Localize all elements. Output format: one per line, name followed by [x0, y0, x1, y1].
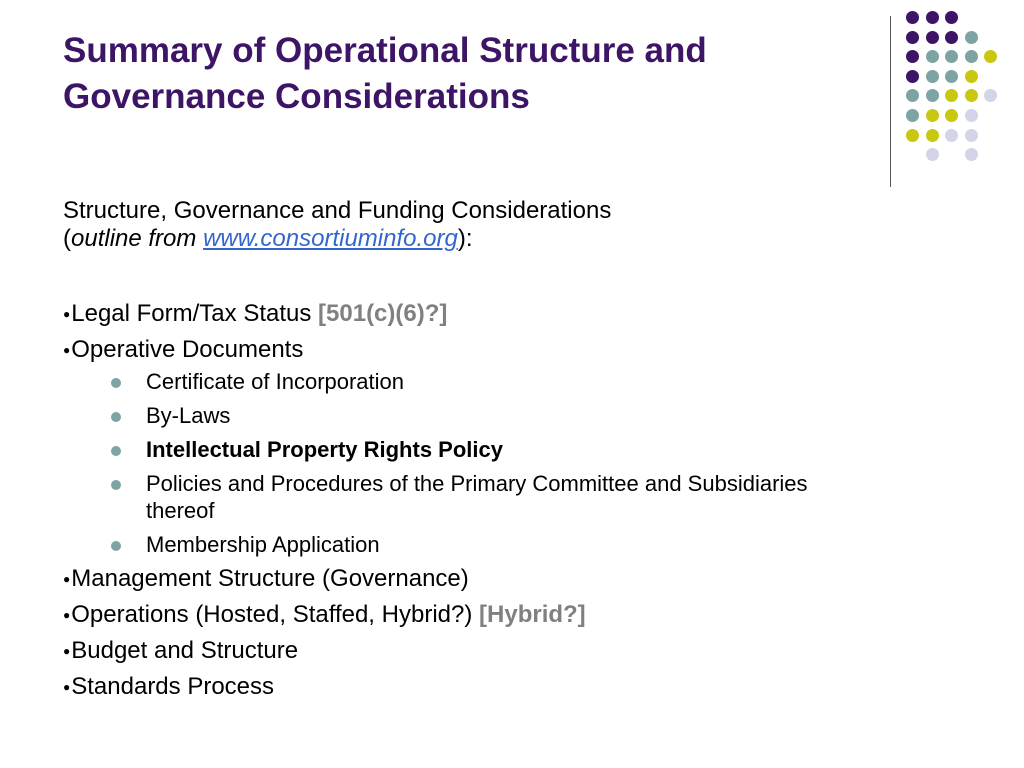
- decorative-dot: [945, 89, 958, 102]
- bullet-icon: ●: [63, 644, 71, 658]
- item-text: Budget and Structure: [71, 637, 299, 664]
- sub-item-membership: [107, 531, 883, 558]
- open-paren: (: [63, 225, 71, 252]
- decorative-dot: [926, 89, 939, 102]
- decorative-dot: [965, 89, 978, 102]
- sub-bullet-icon: [111, 378, 121, 388]
- decorative-dot: [926, 31, 939, 44]
- intro-source-line: [63, 225, 611, 253]
- decorative-dot: [945, 11, 958, 24]
- decorative-dot: [906, 109, 919, 122]
- item-text: Legal Form/Tax Status: [71, 300, 319, 327]
- decorative-dot: [945, 31, 958, 44]
- sub-item-text: Membership Application: [146, 532, 380, 557]
- sub-item-policies-procedures: [107, 470, 866, 524]
- sub-item-text: Policies and Procedures of the Primary Committee and Subsidiaries thereof: [146, 471, 808, 523]
- decorative-dot: [906, 70, 919, 83]
- sub-item-certificate: [107, 368, 883, 395]
- bullet-list: [63, 296, 883, 705]
- list-item-legal-form: [63, 296, 883, 332]
- bullet-icon: ●: [63, 307, 71, 321]
- list-item-operative-documents: [63, 332, 883, 368]
- vertical-divider: [890, 16, 891, 187]
- list-item-standards: [63, 669, 883, 705]
- decorative-dot: [926, 109, 939, 122]
- outline-from-label: outline from: [71, 225, 204, 252]
- item-note: [Hybrid?]: [479, 601, 586, 628]
- decorative-dot: [965, 109, 978, 122]
- decorative-dot: [906, 89, 919, 102]
- sub-item-text: Certificate of Incorporation: [146, 369, 405, 394]
- decorative-dot: [926, 11, 939, 24]
- decorative-dot: [984, 50, 997, 63]
- decorative-dot: [945, 129, 958, 142]
- list-item-operations: [63, 597, 883, 633]
- decorative-dot: [965, 129, 978, 142]
- decorative-dot: [965, 31, 978, 44]
- intro-line: Structure, Governance and Funding Considerations: [63, 197, 612, 224]
- decorative-dot: [906, 129, 919, 142]
- sub-bullet-icon: [111, 541, 121, 551]
- decorative-dot: [926, 148, 939, 161]
- sub-bullet-icon: [111, 480, 121, 490]
- bullet-icon: ●: [63, 680, 71, 694]
- decorative-dot: [926, 70, 939, 83]
- decorative-dot: [906, 50, 919, 63]
- decorative-dot: [965, 50, 978, 63]
- sub-list: [107, 368, 883, 558]
- decorative-dot: [984, 89, 997, 102]
- item-text: Management Structure (Governance): [71, 565, 469, 592]
- decorative-dot: [926, 50, 939, 63]
- decorative-dot: [945, 50, 958, 63]
- decorative-dot: [965, 148, 978, 161]
- sub-item-text: Intellectual Property Rights Policy: [146, 437, 503, 462]
- list-item-budget: [63, 633, 883, 669]
- sub-item-ipr-policy: [107, 436, 883, 463]
- item-text: Operative Documents: [71, 336, 304, 363]
- decorative-dot: [965, 70, 978, 83]
- item-text: Operations (Hosted, Staffed, Hybrid?): [71, 601, 480, 628]
- decorative-dot: [945, 70, 958, 83]
- bullet-icon: ●: [63, 343, 71, 357]
- sub-bullet-icon: [111, 446, 121, 456]
- bullet-icon: ●: [63, 572, 71, 586]
- decorative-dot: [926, 129, 939, 142]
- item-text: Standards Process: [71, 673, 275, 700]
- list-item-management: [63, 561, 883, 597]
- consortiuminfo-link[interactable]: www.consortiuminfo.org: [203, 225, 458, 252]
- intro-block: [63, 197, 611, 253]
- decorative-dot: [906, 31, 919, 44]
- sub-bullet-icon: [111, 412, 121, 422]
- sub-item-text: By-Laws: [146, 403, 231, 428]
- item-note: [501(c)(6)?]: [318, 300, 448, 327]
- decorative-dot: [906, 11, 919, 24]
- slide-title: Summary of Operational Structure and Governance Considerations: [63, 31, 707, 116]
- decorative-dot: [945, 109, 958, 122]
- bullet-icon: ●: [63, 608, 71, 622]
- close-paren: ):: [457, 225, 473, 252]
- sub-item-bylaws: [107, 402, 883, 429]
